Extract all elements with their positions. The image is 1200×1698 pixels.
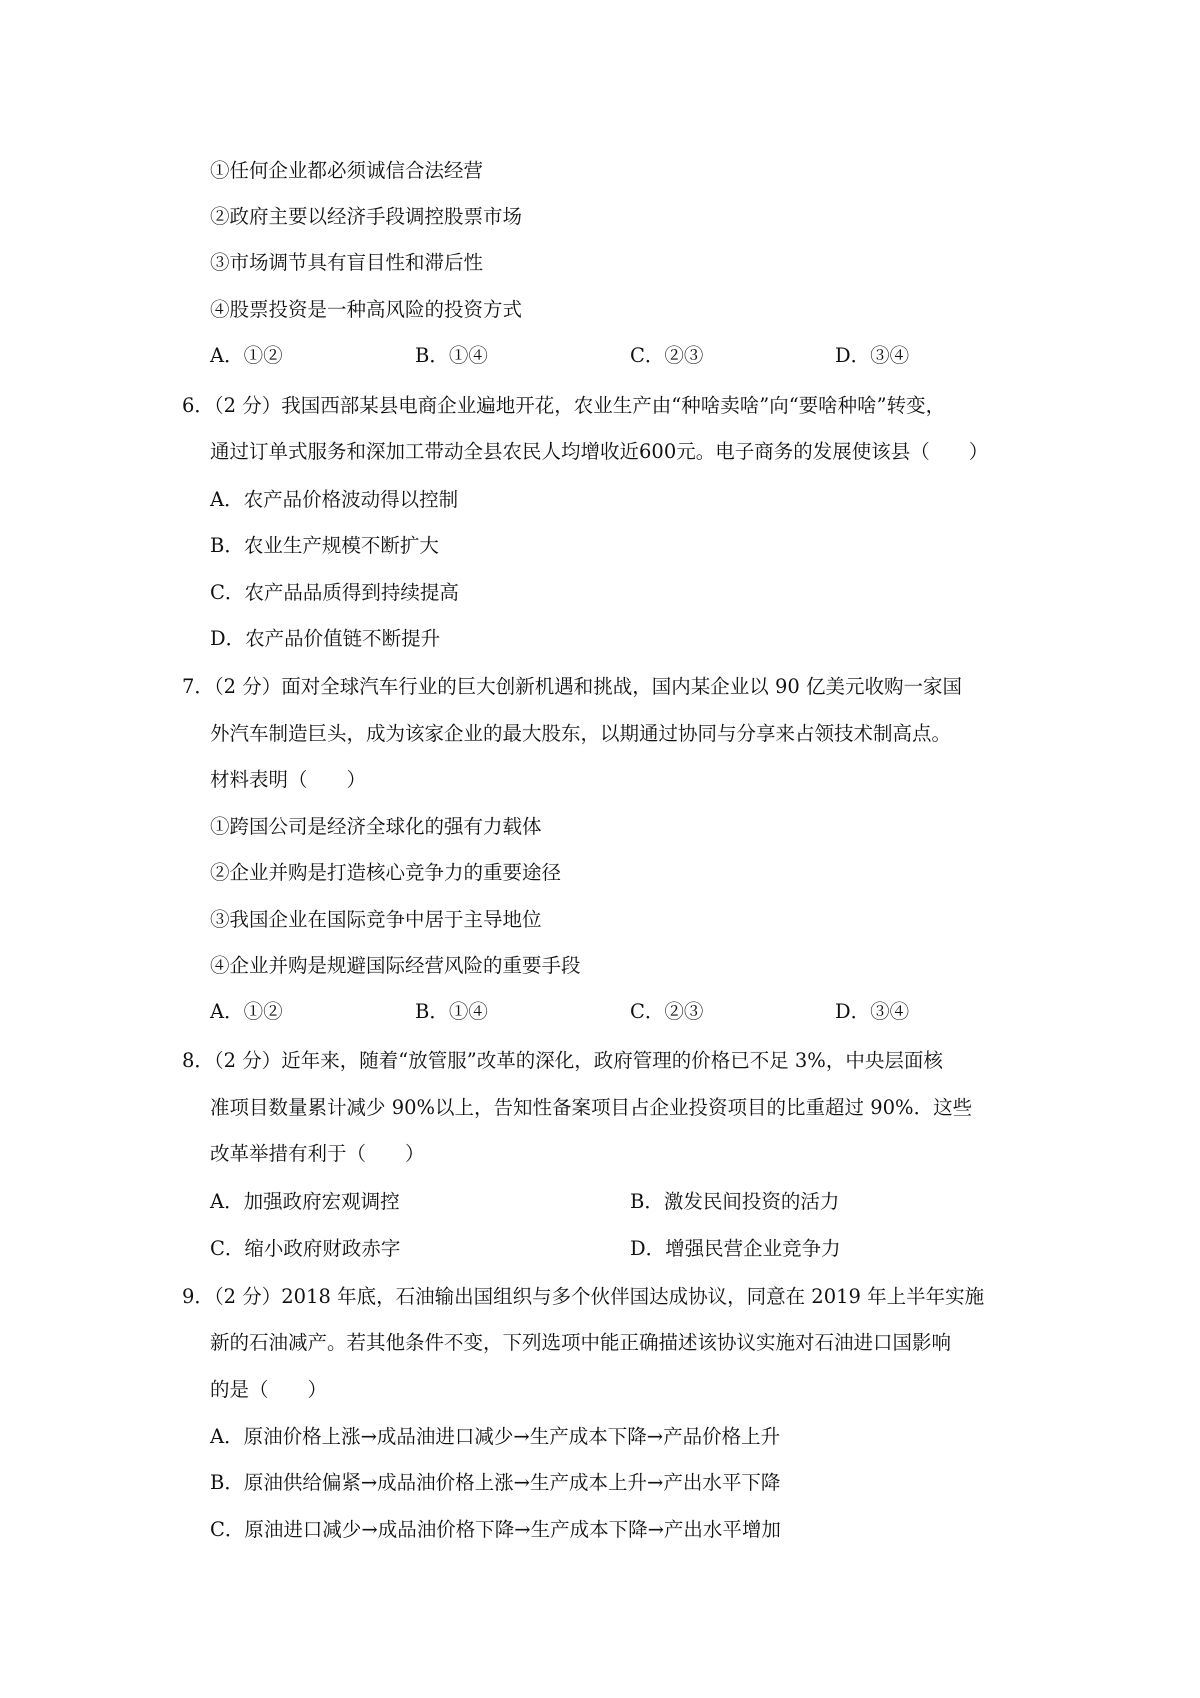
q7-statement-2: ②企业并购是打造核心竞争力的重要途径 — [210, 861, 562, 884]
q8-option-c: C．缩小政府财政赤字 — [210, 1237, 401, 1260]
q8-option-b: B．激发民间投资的活力 — [630, 1190, 840, 1213]
q5-statement-1: ①任何企业都必须诚信合法经营 — [210, 159, 484, 182]
q8-stem-line-2: 准项目数量累计减少 90%以上，告知性备案项目占企业投资项目的比重超过 90%．这些 — [210, 1096, 973, 1119]
q9-option-a: A．原油价格上涨→成品油进口减少→生产成本下降→产品价格上升 — [210, 1425, 781, 1448]
q5-option-c: C．②③ — [630, 344, 704, 367]
q5-option-a: A．①② — [210, 344, 283, 367]
q7-statement-1: ①跨国公司是经济全球化的强有力载体 — [210, 815, 542, 838]
q6-option-d: D．农产品价值链不断提升 — [210, 627, 441, 650]
q6-stem-line-1: 6．（2 分）我国西部某县电商企业遍地开花，农业生产由“种啥卖啥”向“要啥种啥”转变， — [182, 394, 946, 417]
q7-stem-line-1: 7．（2 分）面对全球汽车行业的巨大创新机遇和挑战，国内某企业以 90 亿美元收购一家国 — [182, 675, 962, 698]
q7-option-c: C．②③ — [630, 1000, 704, 1023]
q7-statement-4: ④企业并购是规避国际经营风险的重要手段 — [210, 954, 581, 977]
q9-option-b: B．原油供给偏紧→成品油价格上涨→生产成本上升→产出水平下降 — [210, 1471, 781, 1494]
q8-stem-line-1: 8．（2 分）近年来，随着“放管服”改革的深化，政府管理的价格已不足 3%，中央层面核 — [182, 1049, 943, 1072]
q6-stem-line-2: 通过订单式服务和深加工带动全县农民人均增收近600元。电子商务的发展使该县（ ） — [210, 440, 989, 463]
q9-stem-line-2: 新的石油减产。若其他条件不变，下列选项中能正确描述该协议实施对石油进口国影响 — [210, 1331, 952, 1354]
q6-option-b: B．农业生产规模不断扩大 — [210, 534, 439, 557]
q9-option-c: C．原油进口减少→成品油价格下降→生产成本下降→产出水平增加 — [210, 1518, 781, 1541]
q5-statement-4: ④股票投资是一种高风险的投资方式 — [210, 298, 523, 321]
q5-option-d: D．③④ — [835, 344, 910, 367]
q5-statement-2: ②政府主要以经济手段调控股票市场 — [210, 205, 523, 228]
q7-stem-line-3: 材料表明（ ） — [210, 768, 367, 791]
q6-option-a: A．农产品价格波动得以控制 — [210, 488, 459, 511]
q7-stem-line-2: 外汽车制造巨头，成为该家企业的最大股东，以期通过协同与分享来占领技术制高点。 — [210, 722, 952, 745]
q7-option-d: D．③④ — [835, 1000, 910, 1023]
q6-option-c: C．农产品品质得到持续提高 — [210, 581, 459, 604]
q8-option-a: A．加强政府宏观调控 — [210, 1190, 400, 1213]
q7-option-a: A．①② — [210, 1000, 283, 1023]
q5-statement-3: ③市场调节具有盲目性和滞后性 — [210, 251, 484, 274]
q9-stem-line-1: 9．（2 分）2018 年底，石油输出国组织与多个伙伴国达成协议，同意在 2019 年上半年实施 — [182, 1285, 985, 1308]
q8-stem-line-3: 改革举措有利于（ ） — [210, 1142, 425, 1165]
q5-option-b: B．①④ — [415, 344, 488, 367]
q7-statement-3: ③我国企业在国际竞争中居于主导地位 — [210, 908, 542, 931]
q7-option-b: B．①④ — [415, 1000, 488, 1023]
q9-stem-line-3: 的是（ ） — [210, 1378, 328, 1401]
q8-option-d: D．增强民营企业竞争力 — [630, 1237, 841, 1260]
